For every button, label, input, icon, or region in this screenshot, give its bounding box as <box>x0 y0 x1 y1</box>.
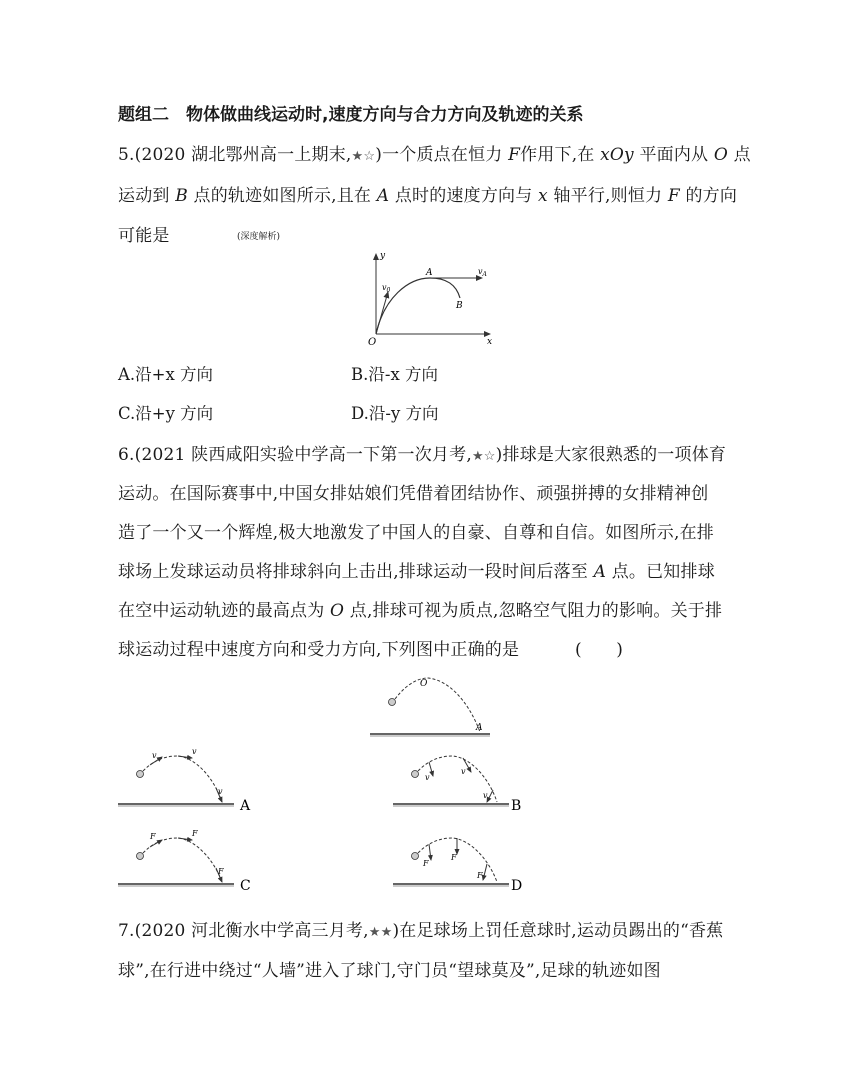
svg-text:v: v <box>483 791 488 800</box>
svg-text:v: v <box>152 751 157 760</box>
landing-point-label: A <box>476 723 483 733</box>
q7-line-2: 球”,在行进中绕过“人墙”进入了球门,守门员“望球莫及”,足球的轨迹如图 <box>118 961 661 981</box>
q5-option-d[interactable]: D.沿-y 方向 <box>351 404 439 423</box>
point-b-label: B <box>456 301 463 311</box>
q6-answer-paren: ( ) <box>575 640 624 660</box>
svg-text:F: F <box>150 832 156 841</box>
option-label: B <box>511 798 522 814</box>
q5-note: (深度解析) <box>237 232 281 242</box>
svg-text:F: F <box>477 871 483 880</box>
trajectory-dashed <box>395 678 480 732</box>
q6-line-1: 6.(2021 陕西咸阳实验中学高一下第一次月考,★☆)排球是大家很熟悉的一项体育 <box>118 445 727 465</box>
q6-line-3: 造了一个又一个辉煌,极大地激发了中国人的自豪、自尊和自信。如图所示,在排 <box>118 523 715 543</box>
q6-line-5: 在空中运动轨迹的最高点为 O 点,排球可视为质点,忽略空气阻力的影响。关于排 <box>118 601 723 621</box>
v0-arrow <box>376 292 388 334</box>
section-title: 题组二 物体做曲线运动时,速度方向与合力方向及轨迹的关系 <box>118 105 584 125</box>
svg-text:v: v <box>425 773 430 782</box>
q6-line-6: 球运动过程中速度方向和受力方向,下列图中正确的是 <box>118 640 520 660</box>
ball <box>389 699 396 706</box>
svg-text:F: F <box>192 829 198 838</box>
highest-point-label: O <box>420 679 428 689</box>
x-label: x <box>487 337 493 347</box>
q6-line-4: 球场上发球运动员将排球斜向上击出,排球运动一段时间后落至 A 点。已知排球 <box>118 562 715 582</box>
q6-option-c-figure[interactable] <box>116 826 256 894</box>
q5-option-b[interactable]: B.沿-x 方向 <box>351 365 438 384</box>
svg-text:v: v <box>461 767 466 776</box>
y-label: y <box>380 251 386 261</box>
difficulty-stars: ★★ <box>368 925 393 940</box>
q5-line-3: 可能是 <box>118 226 170 246</box>
origin-label: O <box>368 337 377 348</box>
q7-line-1: 7.(2020 河北衡水中学高三月考,★★)在足球场上罚任意球时,运动员踢出的“香蕉 <box>118 921 724 941</box>
svg-text:v: v <box>218 787 223 796</box>
q5-line-1: 5.(2020 湖北鄂州高一上期末,★☆)一个质点在恒力 F作用下,在 xOy 平面内从 O 点 <box>118 145 751 165</box>
q6-option-d-figure[interactable] <box>391 826 531 894</box>
q5-line-2: 运动到 B 点的轨迹如图所示,且在 A 点时的速度方向与 x 轴平行,则恒力 F 的方向 <box>118 186 738 206</box>
svg-text:v: v <box>192 748 197 756</box>
svg-text:F: F <box>218 867 224 876</box>
option-label: C <box>240 878 251 894</box>
vA-label: $v_A$ <box>478 267 487 278</box>
q6-option-b-figure[interactable] <box>391 748 531 816</box>
svg-text:F: F <box>423 859 429 868</box>
q5-option-a[interactable]: A.沿+x 方向 <box>118 365 214 384</box>
option-label: D <box>511 878 523 894</box>
q5-trajectory-figure <box>360 248 500 348</box>
q6-option-a-figure[interactable] <box>116 748 256 816</box>
svg-text:F: F <box>451 853 457 862</box>
q6-line-2: 运动。在国际赛事中,中国女排姑娘们凭借着团结协作、顽强拼搏的女排精神创 <box>118 484 709 504</box>
q6-main-figure <box>368 670 492 740</box>
difficulty-stars: ★☆ <box>351 149 376 164</box>
v0-label: $v_0$ <box>382 283 391 294</box>
option-label: A <box>240 798 251 814</box>
point-a-label: A <box>426 268 433 278</box>
difficulty-stars: ★☆ <box>471 449 496 464</box>
q5-option-c[interactable]: C.沿+y 方向 <box>118 404 214 423</box>
